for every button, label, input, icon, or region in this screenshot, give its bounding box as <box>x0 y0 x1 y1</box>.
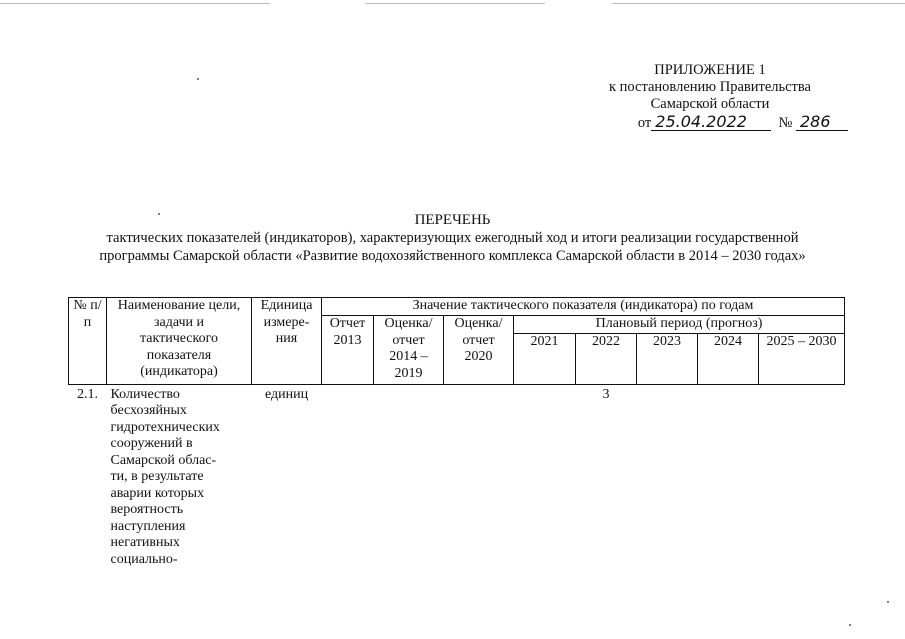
header-unit: Единица измере-ния <box>252 298 322 385</box>
handwritten-date: 25.04.2022 <box>651 113 771 131</box>
row-num: 2.1. <box>77 386 98 402</box>
document-title: ПЕРЕЧЕНЬ <box>414 212 491 228</box>
row-value-2013 <box>322 384 374 568</box>
row-value-2020 <box>444 384 514 568</box>
header-year-2021: 2021 <box>514 333 576 384</box>
annex-line-1: к постановлению Правительства <box>609 79 811 95</box>
row-unit: единиц <box>264 386 309 402</box>
annex-line-2: Самарской области <box>650 96 770 112</box>
annex-block <box>560 62 860 132</box>
scan-speck <box>158 213 160 215</box>
header-estimate-2020: Оценка/ отчет 2020 <box>444 316 514 385</box>
header-name: Наименование цели, задачи и тактического показателя (индикатора) <box>107 298 252 385</box>
scan-speck <box>849 624 851 626</box>
date-prefix: от <box>637 115 652 131</box>
row-value-2022: 3 <box>602 386 610 402</box>
top-border-line-middle <box>365 3 545 4</box>
document-heading <box>0 211 905 265</box>
annex-date-line <box>560 113 860 132</box>
top-border-line-left <box>0 3 270 4</box>
header-report-2013: Отчет 2013 <box>322 316 374 385</box>
row-value-2023 <box>637 384 698 568</box>
table-row <box>69 384 845 568</box>
top-border-line-right <box>612 3 905 4</box>
handwritten-number: 286 <box>796 113 848 131</box>
document-subtitle-line-1: тактических показателей (индикаторов), характеризующих ежегодный ход и итоги реализации государственной <box>106 230 799 246</box>
header-plan-group: Плановый период (прогноз) <box>514 316 845 334</box>
indicators-table <box>68 297 845 568</box>
row-value-2025-2030 <box>759 384 845 568</box>
header-year-2023: 2023 <box>637 333 698 384</box>
row-value-2021 <box>514 384 576 568</box>
header-values-group: Значение тактического показателя (индикатора) по годам <box>322 298 845 316</box>
annex-title: ПРИЛОЖЕНИЕ 1 <box>654 62 766 78</box>
header-estimate-2014-2019: Оценка/ отчет 2014 – 2019 <box>374 316 444 385</box>
scan-speck <box>197 78 199 80</box>
header-year-2025-2030: 2025 – 2030 <box>759 333 845 384</box>
row-value-2014-2019 <box>374 384 444 568</box>
document-subtitle-line-2: программы Самарской области «Развитие водохозяйственного комплекса Самарской области в 2014 – 2030 годах» <box>99 248 806 264</box>
header-year-2022: 2022 <box>576 333 637 384</box>
number-prefix: № <box>778 115 793 131</box>
scan-speck <box>887 601 889 603</box>
row-value-2024 <box>698 384 759 568</box>
header-num: № п/п <box>69 298 107 385</box>
header-year-2024: 2024 <box>698 333 759 384</box>
row-name: Количество бесхозяйных гидротехнических сооружений в Самарской облас-ти, в результате аварии которых вероятность наступления негативных социально- <box>110 386 220 567</box>
